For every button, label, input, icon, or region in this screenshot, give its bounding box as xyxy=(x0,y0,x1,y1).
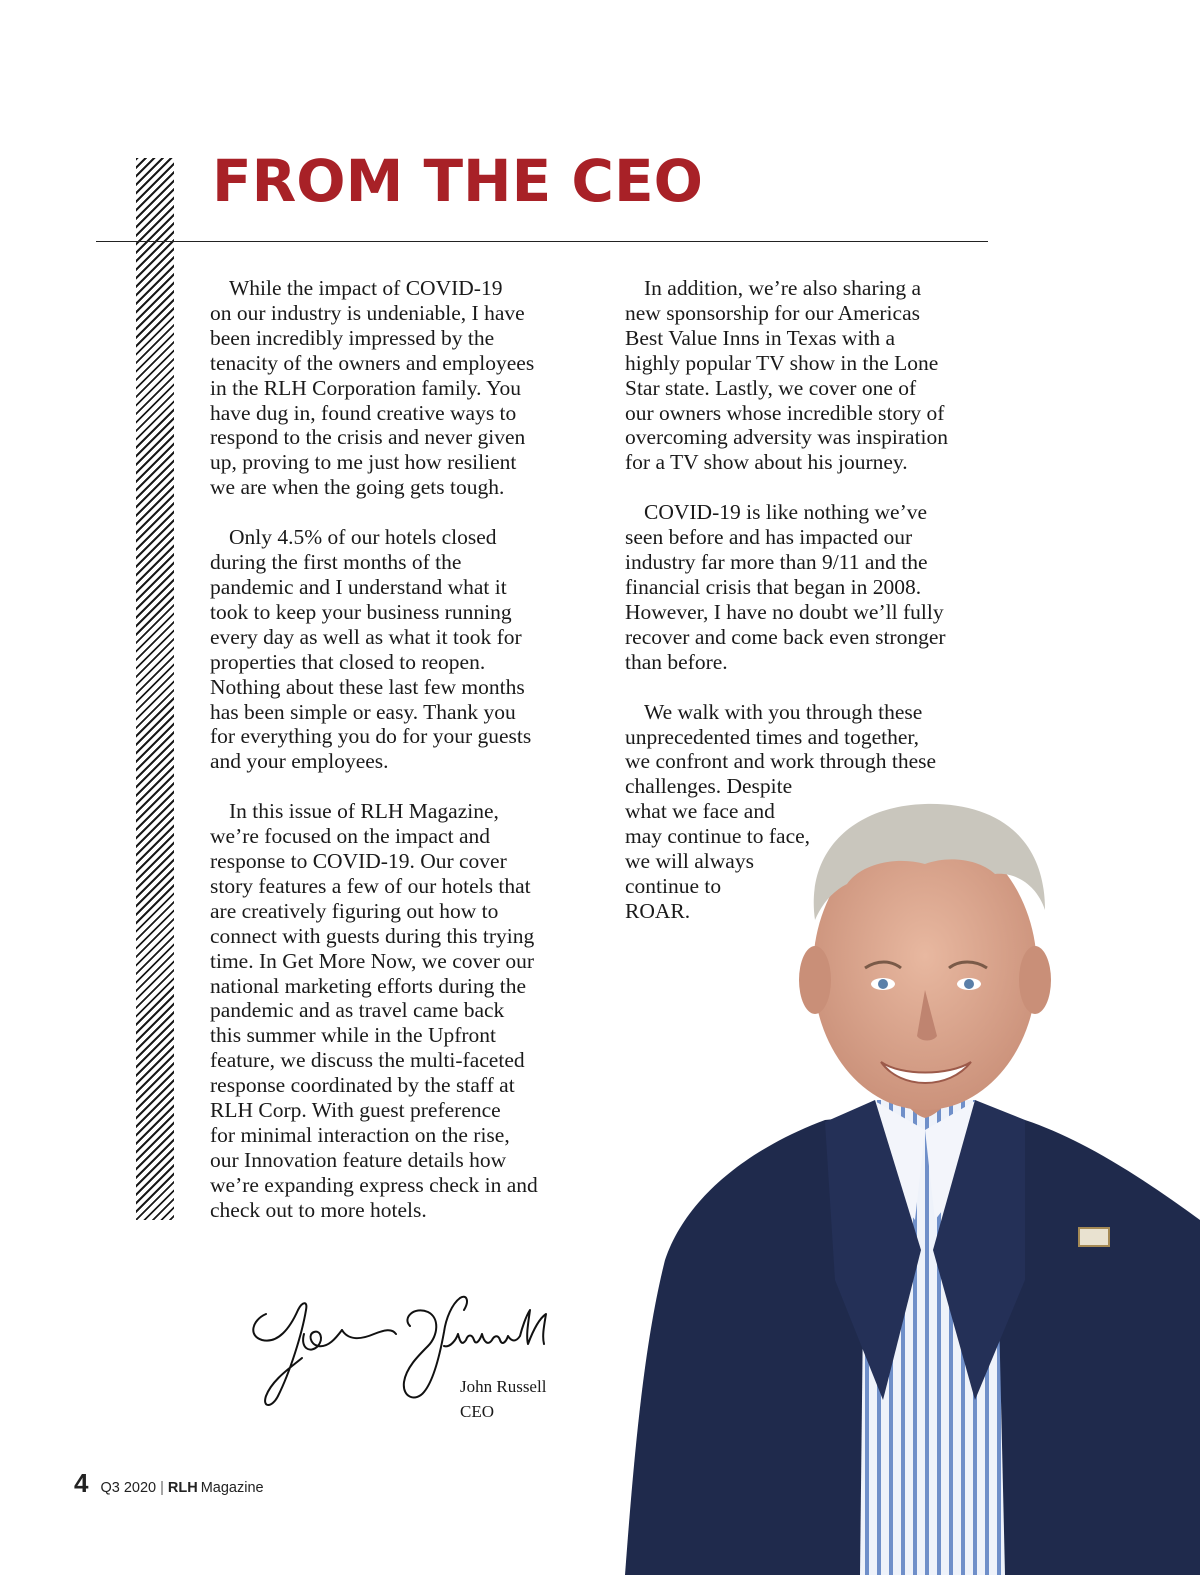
decorative-hatch-bar xyxy=(136,158,174,1220)
footer-separator: | xyxy=(160,1480,164,1496)
body-line: industry far more than 9/11 and the xyxy=(625,550,928,575)
body-line: check out to more hotels. xyxy=(210,1197,427,1222)
body-line: respond to the crisis and never given xyxy=(210,425,526,450)
body-line: Only 4.5% of our hotels closed xyxy=(229,525,497,550)
body-paragraph xyxy=(210,799,582,1222)
body-line: recover and come back even stronger xyxy=(625,624,946,649)
body-line: what we face and xyxy=(625,799,775,824)
publication-name: Magazine xyxy=(200,1480,264,1496)
body-line: on our industry is undeniable, I have xyxy=(210,300,525,325)
page-footer xyxy=(74,1468,264,1499)
body-line: we confront and work through these xyxy=(625,749,937,774)
signatory-name: John Russell xyxy=(460,1377,547,1396)
body-paragraph xyxy=(210,525,582,774)
body-line: new sponsorship for our Americas xyxy=(625,300,920,325)
body-line: our Innovation feature details how xyxy=(210,1147,507,1172)
body-line: Best Value Inns in Texas with a xyxy=(625,325,895,350)
body-line: for a TV show about his journey. xyxy=(625,450,908,475)
body-line: In addition, we’re also sharing a xyxy=(644,276,922,300)
article-column-left xyxy=(210,276,582,1248)
body-line: took to keep your business running xyxy=(210,599,512,624)
body-line: ROAR. xyxy=(625,898,691,923)
body-line: for everything you do for your guests xyxy=(210,724,532,749)
body-line: been incredibly impressed by the xyxy=(210,325,495,350)
body-line: we are when the going gets tough. xyxy=(210,475,505,500)
body-line: have dug in, found creative ways to xyxy=(210,400,517,425)
body-paragraph xyxy=(210,276,582,500)
body-line: during the first months of the xyxy=(210,550,462,575)
body-line: feature, we discuss the multi-faceted xyxy=(210,1048,525,1073)
ceo-portrait xyxy=(625,800,1200,1575)
body-line: we’re expanding express check in and xyxy=(210,1172,538,1197)
body-line: COVID-19 is like nothing we’ve xyxy=(644,500,928,525)
body-line: We walk with you through these xyxy=(644,699,923,724)
body-line: response to COVID-19. Our cover xyxy=(210,849,507,874)
body-line: has been simple or easy. Thank you xyxy=(210,699,516,724)
body-line: for minimal interaction on the rise, xyxy=(210,1123,510,1147)
title-rule xyxy=(96,241,988,242)
body-line: in the RLH Corporation family. You xyxy=(210,375,521,400)
issue-label: Q3 2020 xyxy=(100,1480,157,1496)
body-line: properties that closed to reopen. xyxy=(210,649,486,674)
body-line: connect with guests during this trying xyxy=(210,923,535,948)
body-line: are creatively figuring out how to xyxy=(210,898,499,923)
page-title: FROM THE CEO xyxy=(212,147,703,215)
body-line: overcoming adversity was inspiration xyxy=(625,425,949,450)
body-line: national marketing efforts during the xyxy=(210,973,527,998)
body-line: pandemic and I understand what it xyxy=(210,574,507,599)
body-paragraph xyxy=(625,500,995,674)
body-line: In this issue of RLH Magazine, xyxy=(229,799,499,824)
body-line: and your employees. xyxy=(210,749,389,774)
body-line: challenges. Despite xyxy=(625,774,793,799)
body-line: we’re focused on the impact and xyxy=(210,824,490,849)
body-line: this summer while in the Upfront xyxy=(210,1023,497,1048)
body-line: every day as well as what it took for xyxy=(210,624,522,649)
body-line: While the impact of COVID-19 xyxy=(229,276,503,300)
signatory-title: CEO xyxy=(460,1402,494,1421)
body-line: Nothing about these last few months xyxy=(210,674,525,699)
body-line: response coordinated by the staff at xyxy=(210,1073,515,1098)
body-line: financial crisis that began in 2008. xyxy=(625,574,922,599)
body-line: time. In Get More Now, we cover our xyxy=(210,948,534,973)
body-line: continue to xyxy=(625,873,722,898)
body-line: tenacity of the owners and employees xyxy=(210,350,535,375)
body-line: However, I have no doubt we’ll fully xyxy=(625,599,944,624)
page-number: 4 xyxy=(74,1468,89,1498)
body-line: our owners whose incredible story of xyxy=(625,400,945,425)
body-line: than before. xyxy=(625,649,728,674)
body-line: up, proving to me just how resilient xyxy=(210,450,517,475)
body-line: seen before and has impacted our xyxy=(625,525,913,550)
body-line: story features a few of our hotels that xyxy=(210,873,531,898)
body-line: RLH Corp. With guest preference xyxy=(210,1098,501,1123)
body-paragraph xyxy=(625,276,995,475)
body-line: highly popular TV show in the Lone xyxy=(625,350,939,375)
body-line: unprecedented times and together, xyxy=(625,724,920,749)
body-line: Star state. Lastly, we cover one of xyxy=(625,375,917,400)
publication-brand: RLH xyxy=(167,1480,198,1496)
body-line: we will always xyxy=(625,849,754,874)
body-line: pandemic and as travel came back xyxy=(210,998,505,1023)
body-line: may continue to face, xyxy=(625,824,811,849)
